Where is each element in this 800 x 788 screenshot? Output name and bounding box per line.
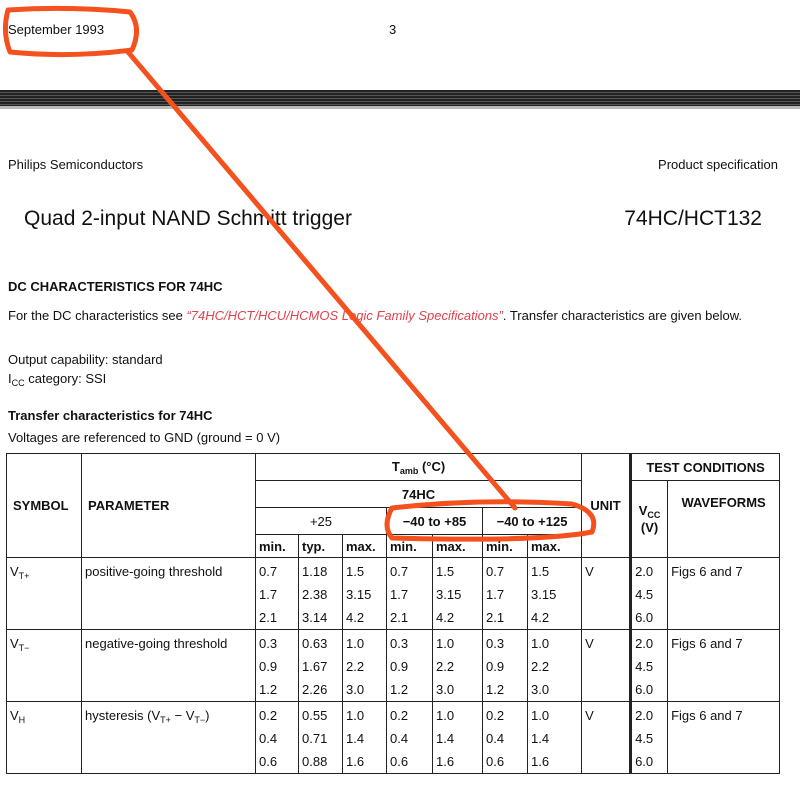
- cell-symbol: $V_{T+}$: [7, 558, 82, 630]
- header-vcc: $V_{CC}$ (V): [631, 481, 668, 558]
- header-tamb: $T_{amb}$ (°C): [256, 454, 582, 481]
- document-title: Quad 2-input NAND Schmitt trigger: [24, 207, 352, 230]
- cell-unit: V: [582, 630, 631, 702]
- cell-parameter: negative-going threshold: [82, 630, 256, 702]
- cell-waveforms: Figs 6 and 7: [668, 702, 780, 774]
- header-max-125: max.: [528, 535, 582, 558]
- company-name: Philips Semiconductors: [8, 157, 144, 172]
- cell-min125: 0.7 1.7 2.1: [483, 558, 528, 630]
- header-parameter: PARAMETER: [82, 454, 256, 558]
- cell-max85: 1.5 3.15 4.2: [433, 558, 483, 630]
- icc-text: category: SSI: [24, 371, 107, 386]
- header-test-conditions: TEST CONDITIONS: [631, 454, 780, 481]
- cell-min85: 0.2 0.4 0.6: [387, 702, 433, 774]
- output-capability: Output capability: standard: [8, 352, 163, 367]
- cell-typ25: 1.18 2.38 3.14: [299, 558, 343, 630]
- cell-parameter: positive-going threshold: [82, 558, 256, 630]
- cell-max125: 1.0 1.4 1.6: [528, 702, 582, 774]
- transfer-characteristics-table: [6, 453, 780, 774]
- section-heading: DC CHARACTERISTICS FOR 74HC: [8, 279, 223, 294]
- header-symbol: SYMBOL: [7, 454, 82, 558]
- header-rule: [0, 90, 800, 106]
- intro-prefix: For the DC characteristics see: [8, 308, 187, 323]
- cell-min125: 0.3 0.9 1.2: [483, 630, 528, 702]
- table-row: [7, 702, 780, 774]
- spec-type: Product specification: [658, 157, 778, 172]
- document-date: September 1993: [8, 22, 105, 37]
- cell-symbol: $V_{T-}$: [7, 630, 82, 702]
- cell-min85: 0.7 1.7 2.1: [387, 558, 433, 630]
- transfer-note: Voltages are referenced to GND (ground = 0 V): [8, 430, 281, 445]
- part-number: 74HC/HCT132: [624, 207, 762, 230]
- intro-paragraph: [8, 306, 778, 325]
- cell-min25: 0.3 0.9 1.2: [256, 630, 299, 702]
- header-temp-125: −40 to +125: [483, 508, 582, 535]
- header-max-25: max.: [343, 535, 387, 558]
- cell-max25: 1.5 3.15 4.2: [343, 558, 387, 630]
- cell-vcc: 2.0 4.5 6.0: [631, 702, 668, 774]
- cell-vcc: 2.0 4.5 6.0: [631, 558, 668, 630]
- intro-suffix: . Transfer characteristics are given below.: [502, 308, 743, 323]
- icc-category: [8, 371, 106, 388]
- cell-max85: 1.0 2.2 3.0: [433, 630, 483, 702]
- icc-symbol: I: [8, 371, 12, 386]
- cell-min25: 0.7 1.7 2.1: [256, 558, 299, 630]
- cell-max25: 1.0 2.2 3.0: [343, 630, 387, 702]
- header-unit: UNIT: [582, 454, 631, 558]
- cell-min125: 0.2 0.4 0.6: [483, 702, 528, 774]
- table-row: [7, 630, 780, 702]
- header-typ-25: typ.: [299, 535, 343, 558]
- cell-typ25: 0.55 0.71 0.88: [299, 702, 343, 774]
- header-temp-25: +25: [256, 508, 387, 535]
- header-temp-85: −40 to +85: [387, 508, 483, 535]
- transfer-heading: Transfer characteristics for 74HC: [8, 408, 213, 423]
- table-row: [7, 558, 780, 630]
- cell-symbol: $V_H$: [7, 702, 82, 774]
- cell-waveforms: Figs 6 and 7: [668, 630, 780, 702]
- cell-max25: 1.0 1.4 1.6: [343, 702, 387, 774]
- cell-min25: 0.2 0.4 0.6: [256, 702, 299, 774]
- cell-max125: 1.5 3.15 4.2: [528, 558, 582, 630]
- header-min-25: min.: [256, 535, 299, 558]
- cell-vcc: 2.0 4.5 6.0: [631, 630, 668, 702]
- cell-waveforms: Figs 6 and 7: [668, 558, 780, 630]
- cell-parameter: hysteresis $(V_{T+} - V_{T-})$: [82, 702, 256, 774]
- cell-max85: 1.0 1.4 1.6: [433, 702, 483, 774]
- icc-subscript: CC: [11, 378, 25, 388]
- header-waveforms: WAVEFORMS: [668, 481, 780, 558]
- spec-link[interactable]: “74HC/HCT/HCU/HCMOS Logic Family Specifications”: [186, 308, 503, 323]
- header-family: 74HC: [256, 481, 582, 508]
- header-max-85: max.: [433, 535, 483, 558]
- header-rule-shadow: [0, 106, 800, 109]
- page-number: 3: [389, 22, 397, 37]
- cell-unit: V: [582, 558, 631, 630]
- cell-typ25: 0.63 1.67 2.26: [299, 630, 343, 702]
- header-min-85: min.: [387, 535, 433, 558]
- table-body: [7, 558, 780, 774]
- cell-unit: V: [582, 702, 631, 774]
- cell-min85: 0.3 0.9 1.2: [387, 630, 433, 702]
- cell-max125: 1.0 2.2 3.0: [528, 630, 582, 702]
- header-min-125: min.: [483, 535, 528, 558]
